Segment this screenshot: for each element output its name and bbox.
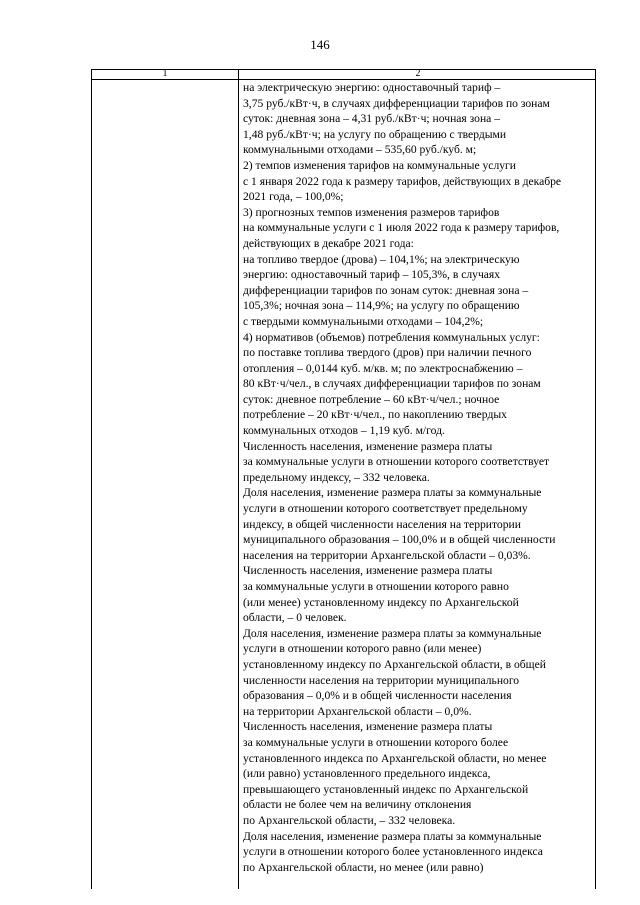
text-line: за коммунальные услуги в отношении которого соответствует [243, 455, 550, 469]
text-line: с 1 января 2022 года к размеру тарифов, действующих в декабре [243, 174, 562, 188]
text-line: превышающего установленный индекс по Архангельской [243, 782, 529, 796]
text-line: области, – 0 человек. [243, 611, 347, 625]
table-cell-text [243, 80, 595, 875]
text-line: (или равно) установленного предельного индекса, [243, 767, 491, 781]
text-line: коммунальными отходами – 535,60 руб./куб. м; [243, 143, 477, 157]
text-line: установленному индексу по Архангельской области, в общей [243, 657, 546, 671]
text-line: численности населения на территории муниципального [243, 673, 520, 687]
text-line: по Архангельской области, – 332 человека. [243, 813, 456, 827]
text-line: коммунальных отходов – 1,19 куб. м/год. [243, 424, 445, 438]
text-line: услуги в отношении которого равно (или менее) [243, 642, 482, 656]
header-cell-column-2: 2 [415, 68, 421, 79]
text-line: с твердыми коммунальными отходами – 104,2%; [243, 314, 484, 328]
text-line: образования – 0,0% и в общей численности населения [243, 689, 512, 703]
text-line: 2) темпов изменения тарифов на коммунальные услуги [243, 158, 516, 172]
text-line: по Архангельской области, но менее (или равно) [243, 860, 484, 874]
text-line: суток: дневная зона – 4,31 руб./кВт·ч; ночная зона – [243, 112, 501, 126]
text-line: Доля населения, изменение размера платы за коммунальные [243, 486, 542, 500]
text-line: за коммунальные услуги в отношении которого более [243, 735, 509, 749]
text-line: дифференциации тарифов по зонам суток: дневная зона – [243, 283, 529, 297]
text-line: предельному индексу, – 332 человека. [243, 470, 430, 484]
text-line: услуги в отношении которого более установленного индекса [243, 845, 543, 859]
text-line: 3,75 руб./кВт·ч, в случаях дифференциации тарифов по зонам [243, 96, 550, 110]
text-line: отопления – 0,0144 куб. м/кв. м; по электроснабжению – [243, 361, 523, 375]
text-line: (или менее) установленному индексу по Архангельской [243, 595, 519, 609]
text-line: 4) нормативов (объемов) потребления коммунальных услуг: [243, 330, 540, 344]
text-line: 1,48 руб./кВт·ч; на услугу по обращению с твердыми [243, 127, 507, 141]
text-line: на коммунальные услуги с 1 июля 2022 года к размеру тарифов, [243, 221, 560, 235]
text-line: потребление – 20 кВт·ч/чел., по накоплению твердых [243, 408, 507, 422]
text-line: на топливо твердое (дрова) – 104,1%; на электрическую [243, 252, 520, 266]
text-line: Численность населения, изменение размера платы [243, 564, 493, 578]
document-table [91, 69, 596, 889]
column-divider [238, 69, 239, 889]
text-line: суток: дневное потребление – 60 кВт·ч/чел.; ночное [243, 392, 500, 406]
text-line: населения на территории Архангельской области – 0,03%. [243, 548, 531, 562]
text-line: 105,3%; ночная зона – 114,9%; на услугу по обращению [243, 299, 520, 313]
text-line: Доля населения, изменение размера платы за коммунальные [243, 829, 542, 843]
table-header-row [92, 69, 595, 80]
header-cell-column-1: 1 [162, 68, 168, 79]
text-line: установленного индекса по Архангельской области, но менее [243, 751, 547, 765]
page-number: 146 [310, 37, 330, 52]
text-line: Доля населения, изменение размера платы за коммунальные [243, 626, 542, 640]
text-line: энергию: одноставочный тариф – 105,3%, в случаях [243, 268, 501, 282]
text-line: Численность населения, изменение размера платы [243, 720, 493, 734]
text-line: на электрическую энергию: одноставочный тариф – [243, 81, 501, 94]
text-line: по поставке топлива твердого (дров) при наличии печного [243, 346, 532, 360]
text-line: 80 кВт·ч/чел., в случаях дифференциации тарифов по зонам [243, 377, 541, 391]
text-line: на территории Архангельской области – 0,0%. [243, 704, 472, 718]
text-line: муниципального образования – 100,0% и в общей численности [243, 533, 556, 547]
text-line: области не более чем на величину отклонения [243, 798, 472, 812]
text-line: 2021 года, – 100,0%; [243, 190, 344, 204]
text-line: 3) прогнозных темпов изменения размеров тарифов [243, 205, 500, 219]
text-line: услуги в отношении которого соответствует предельному [243, 502, 528, 516]
text-line: Численность населения, изменение размера платы [243, 439, 493, 453]
text-line: за коммунальные услуги в отношении которого равно [243, 580, 509, 593]
text-line: действующих в декабре 2021 года: [243, 236, 414, 250]
text-line: индексу, в общей численности населения на территории [243, 517, 521, 531]
